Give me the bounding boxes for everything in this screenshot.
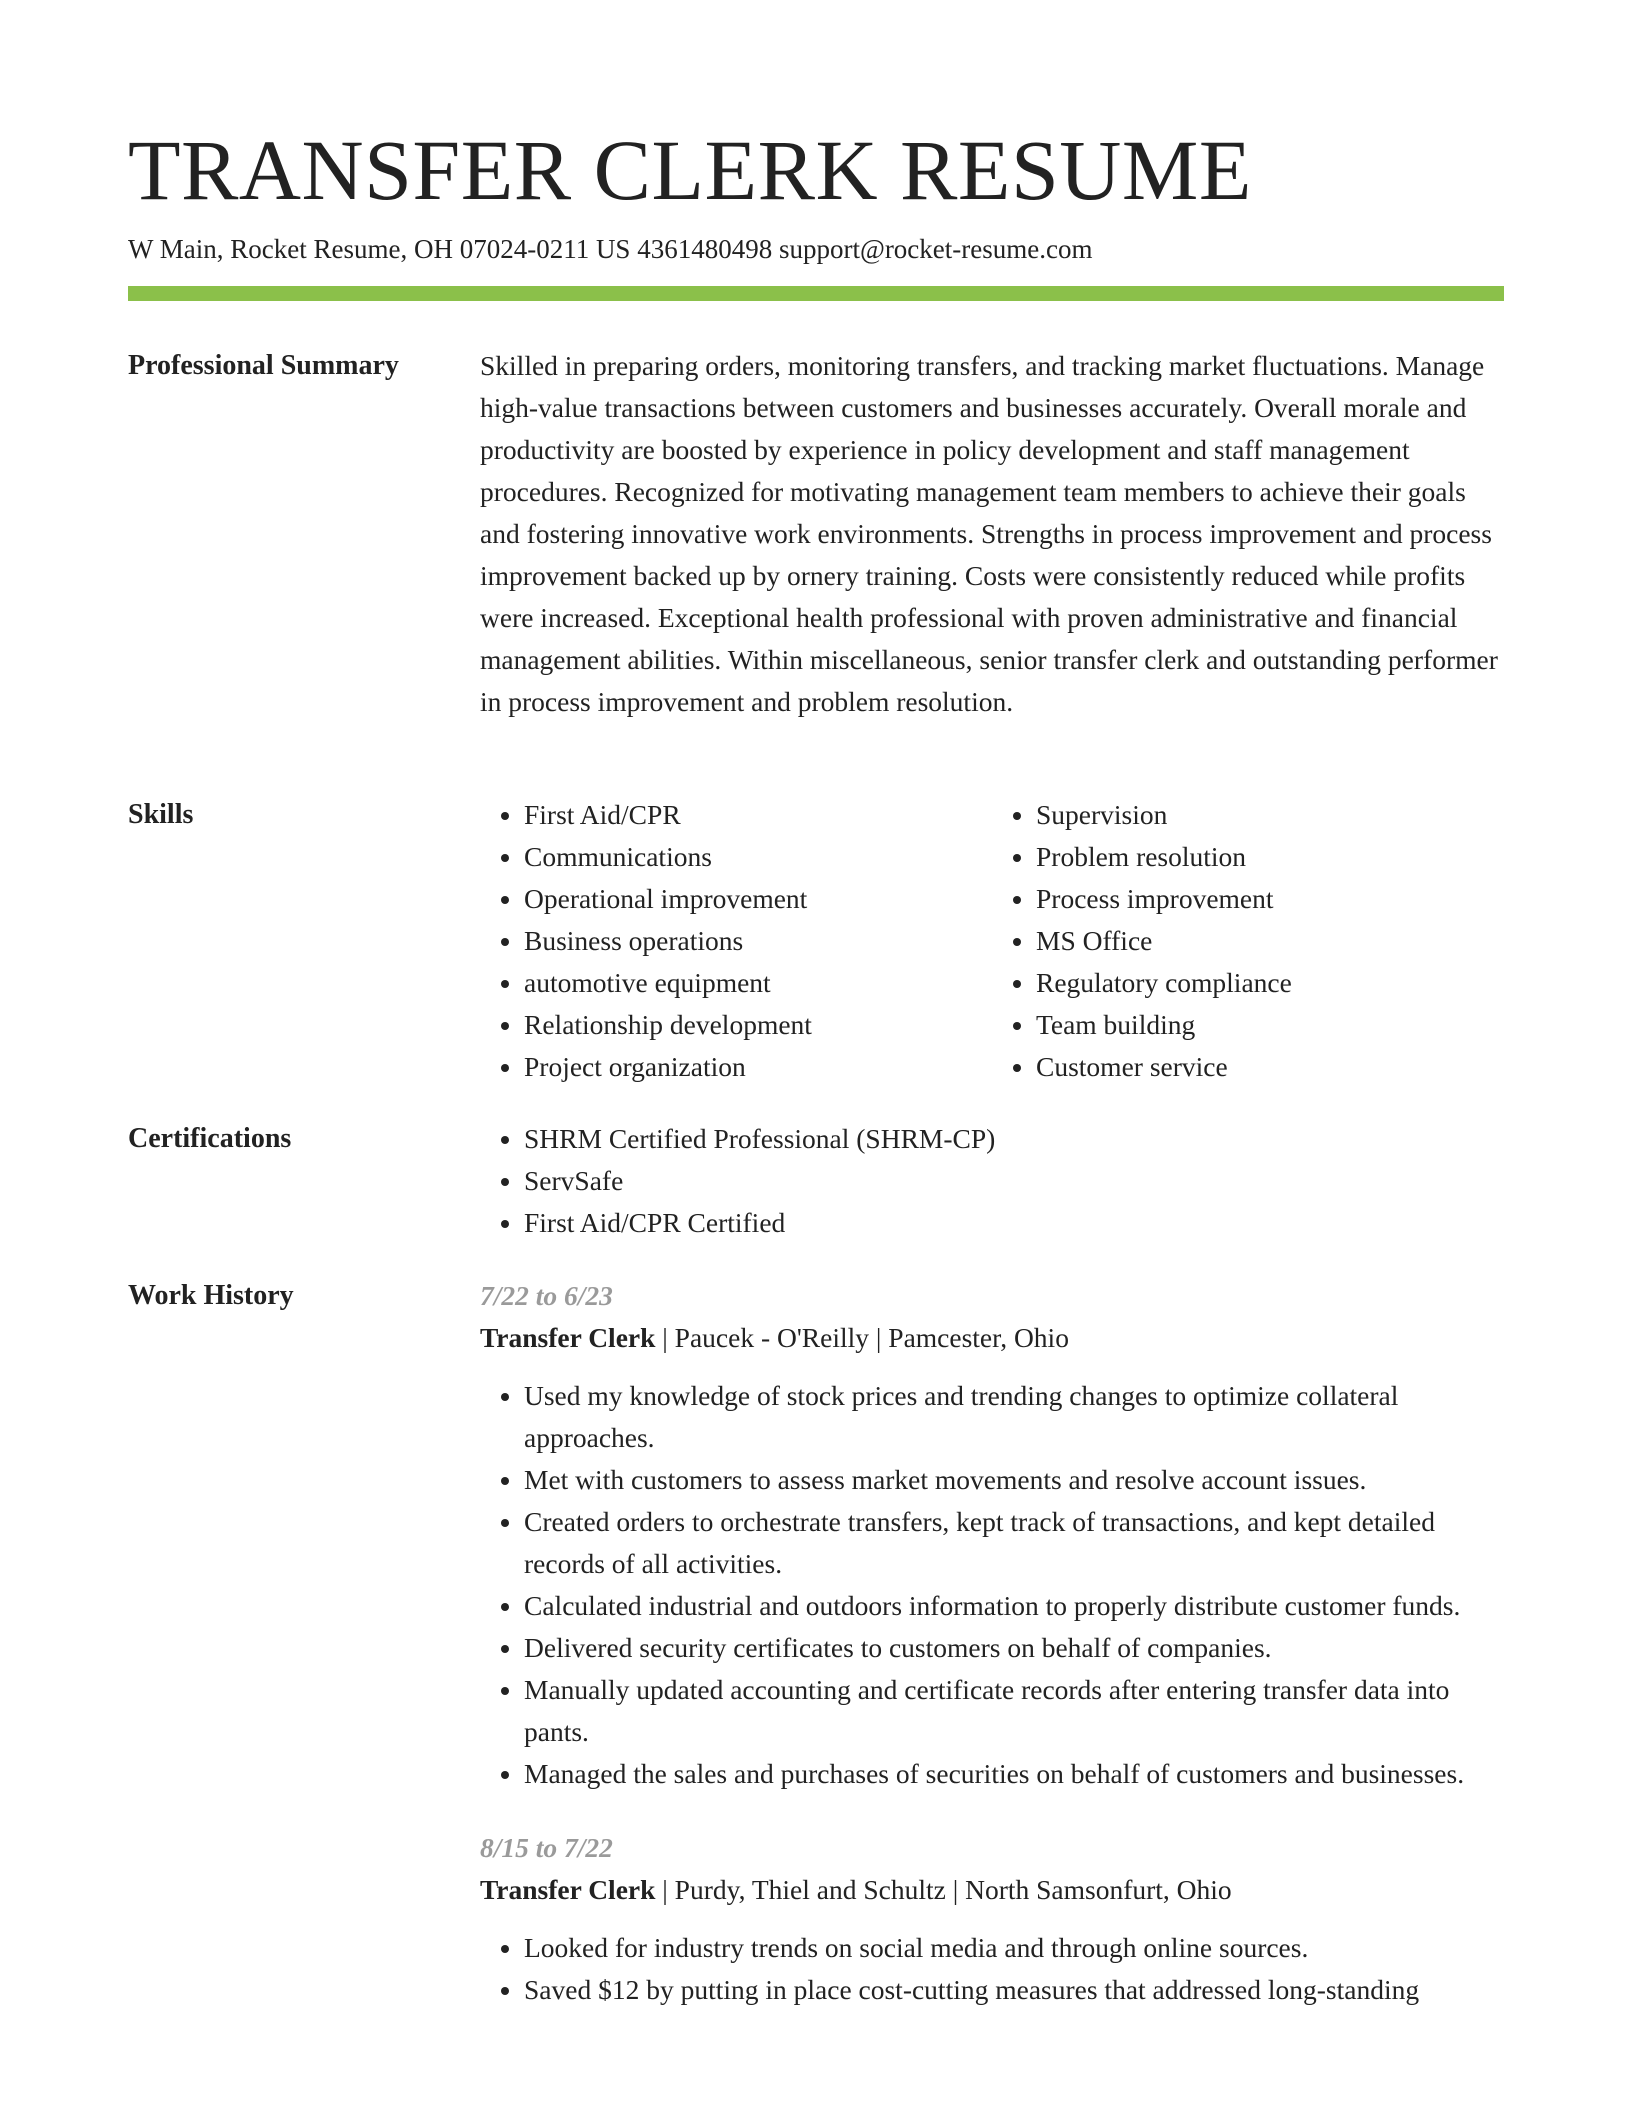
job-employer-location: | Paucek - O'Reilly | Pamcester, Ohio (655, 1322, 1069, 1353)
job-title: Transfer Clerk (480, 1874, 656, 1905)
resume-title: TRANSFER CLERK RESUME (128, 122, 1252, 218)
duty-item: • Looked for industry trends on social media and through online sources. (524, 1927, 1504, 1969)
header-divider (128, 286, 1504, 301)
section-label: Certifications (128, 1123, 292, 1154)
section-label: Skills (128, 799, 194, 830)
contact-line: W Main, Rocket Resume, OH 07024-0211 US 4361480498 support@rocket-resume.com (128, 234, 1093, 264)
section-label: Work History (128, 1280, 294, 1311)
skill-item: • Supervision (1036, 794, 1504, 836)
skill-item: • Team building (1036, 1004, 1504, 1046)
skill-item: • Communications (524, 836, 992, 878)
duty-item: • Created orders to orchestrate transfers, kept track of transactions, and kept detailed records of all activities. (524, 1501, 1504, 1585)
summary-text: Skilled in preparing orders, monitoring transfers, and tracking market fluctuations. Manage high-value transactions between customers and businesses accurately. Overall morale and productivity are boosted by experience in policy development and staff management procedures. Recognized for motivating management team members to achieve their goals and fostering innovative work environments. Strengths in process improvement and process improvement backed up by ornery training. Costs were consistently reduced while profits were increased. Exceptional health professional with proven administrative and financial management abilities. Within miscellaneous, senior transfer clerk and outstanding performer in process improvement and problem resolution. (480, 350, 1498, 717)
job-dates: 7/22 to 6/23 (480, 1280, 613, 1311)
job-duties (480, 1927, 1504, 2011)
duty-item: • Manually updated accounting and certificate records after entering transfer data into pants. (524, 1669, 1504, 1753)
section-label: Professional Summary (128, 350, 399, 381)
duty-item: • Used my knowledge of stock prices and trending changes to optimize collateral approaches. (524, 1375, 1504, 1459)
duty-item: • Delivered security certificates to customers on behalf of companies. (524, 1627, 1504, 1669)
skill-item: • Process improvement (1036, 878, 1504, 920)
skills-list-left (480, 794, 992, 1088)
certifications-list (480, 1118, 1504, 1244)
duty-item: • Saved $12 by putting in place cost-cutting measures that addressed long-standing (524, 1969, 1504, 2011)
job-title: Transfer Clerk (480, 1322, 656, 1353)
duty-item: • Managed the sales and purchases of securities on behalf of customers and businesses. (524, 1753, 1504, 1795)
skill-item: • Project organization (524, 1046, 992, 1088)
skill-item: • Business operations (524, 920, 992, 962)
skill-item: • First Aid/CPR (524, 794, 992, 836)
certification-item: • First Aid/CPR Certified (524, 1202, 1504, 1244)
duty-item: • Calculated industrial and outdoors information to properly distribute customer funds. (524, 1585, 1504, 1627)
skill-item: • automotive equipment (524, 962, 992, 1004)
job-heading (480, 1317, 1504, 1359)
job-duties (480, 1375, 1504, 1795)
job-entry (480, 1275, 1504, 1795)
skill-item: • Problem resolution (1036, 836, 1504, 878)
job-entry (480, 1827, 1504, 2011)
skills-list-right (992, 794, 1504, 1088)
skill-item: • Customer service (1036, 1046, 1504, 1088)
skill-item: • Operational improvement (524, 878, 992, 920)
job-employer-location: | Purdy, Thiel and Schultz | North Samsonfurt, Ohio (655, 1874, 1232, 1905)
duty-item: • Met with customers to assess market movements and resolve account issues. (524, 1459, 1504, 1501)
skill-item: • MS Office (1036, 920, 1504, 962)
job-dates: 8/15 to 7/22 (480, 1832, 613, 1863)
skill-item: • Regulatory compliance (1036, 962, 1504, 1004)
certification-item: • SHRM Certified Professional (SHRM-CP) (524, 1118, 1504, 1160)
skill-item: • Relationship development (524, 1004, 992, 1046)
job-heading (480, 1869, 1504, 1911)
certification-item: • ServSafe (524, 1160, 1504, 1202)
